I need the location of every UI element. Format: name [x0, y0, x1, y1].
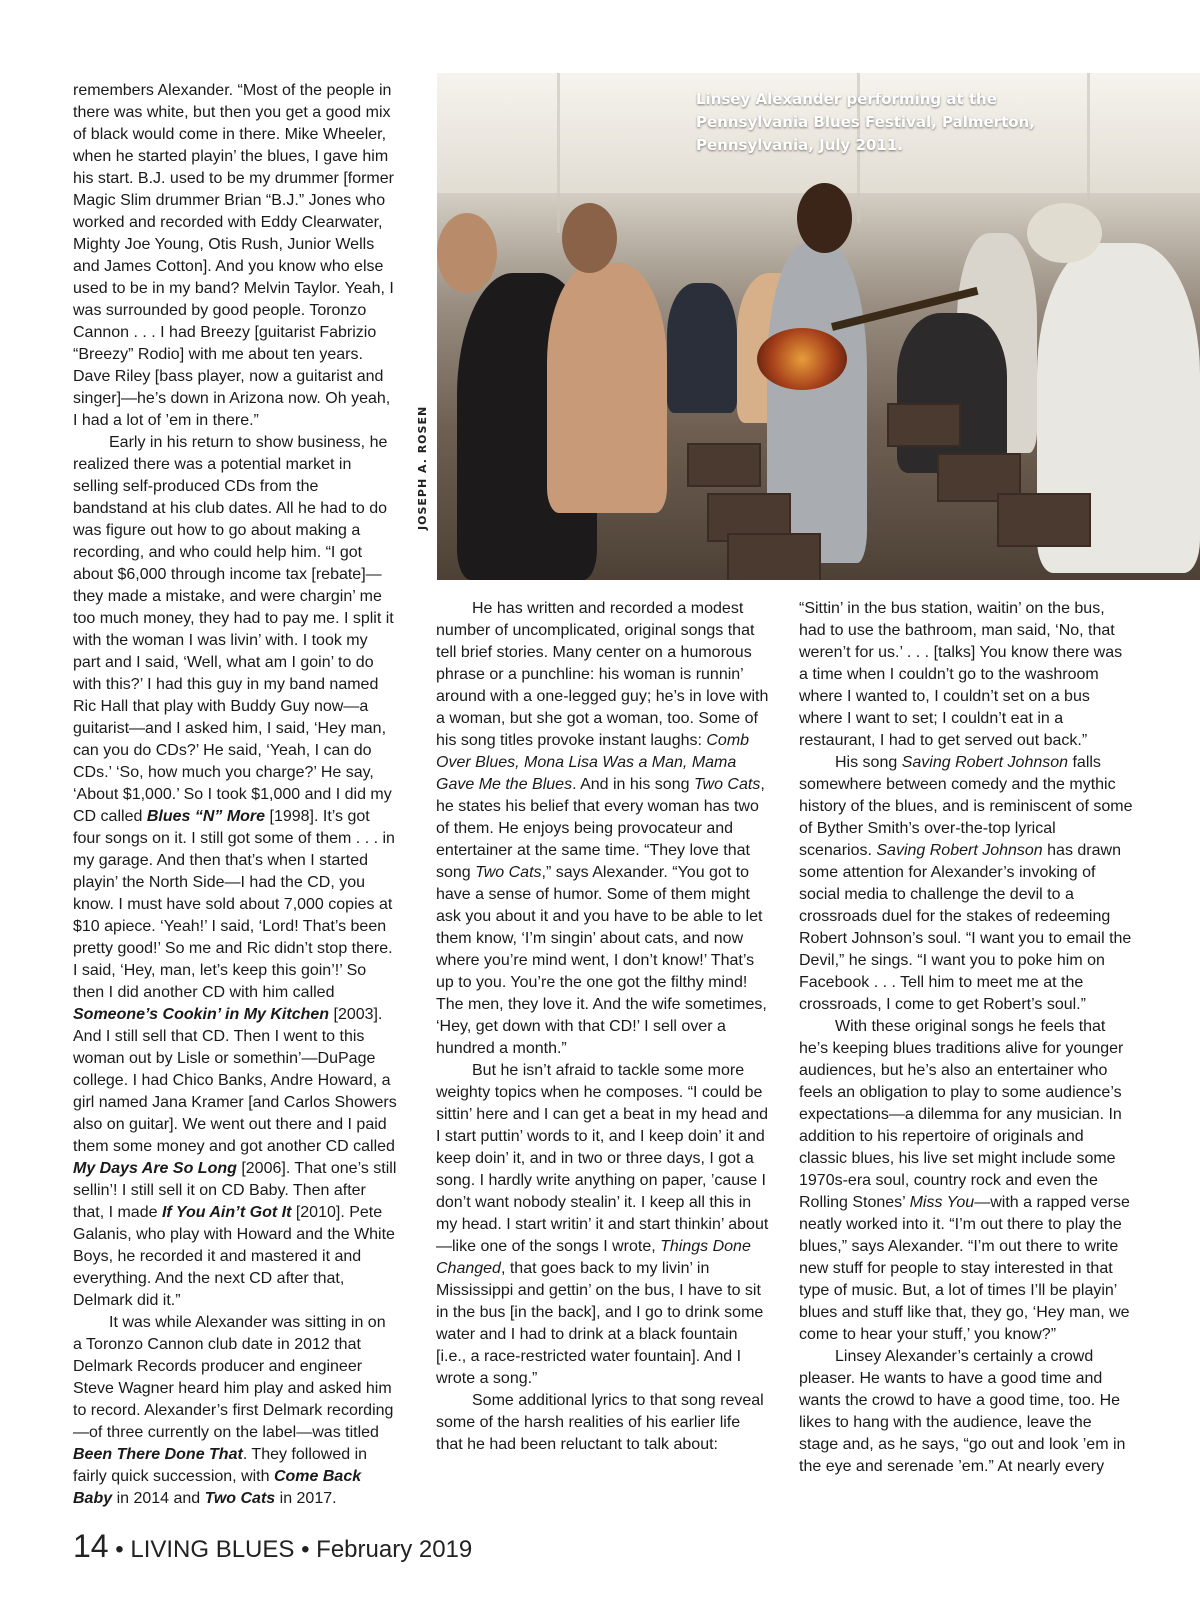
song-title: Two Cats [693, 776, 761, 793]
song-title: Things Done Changed [436, 1238, 751, 1277]
page-footer [73, 1528, 472, 1565]
song-title: Saving Robert Johnson [901, 754, 1069, 771]
paragraph: He has written and recorded a modest number of uncomplicated, original songs that tell brief stories. Many center on a humorous phrase or a punchline: his woman is runnin’ around with a one-legged guy; he’s in love with a woman, but she got a woman, too. Some of his song titles provoke instant laughs: Comb Over Blues, Mona Lisa Was a Man, Mama Gave Me the Blues. And in his song Two Cats, he states his belief that every woman has two of them. He enjoys being provocateur and entertainer at the same time. “They love that song Two Cats,” says Alexander. “You got to have a sense of humor. Some of them might ask you about it and you have to be able to let them know, ‘I’m singin’ about cats, and now where you’re mind went, I don’t know!’ That’s up to you. You’re the one got the filthy mind! The men, they love it. And the wife sometimes, ‘Hey, get down with that CD!’ I sell over a hundred a month.” [436, 600, 769, 1057]
album-title: Someone’s Cookin’ in My Kitchen [73, 1006, 330, 1023]
separator: • [301, 1536, 310, 1563]
album-title: My Days Are So Long [73, 1160, 237, 1177]
song-title: Comb Over Blues, Mona Lisa Was a Man, Mama Gave Me the Blues [436, 732, 750, 793]
issue-date: February 2019 [316, 1536, 473, 1563]
festival-photo [437, 73, 1200, 580]
paragraph: His song Saving Robert Johnson falls somewhere between comedy and the mythic history of the blues, and is reminiscent of some of Byther Smith’s over-the-top lyrical scenarios. Saving Robert Johnson has drawn some attention for Alexander’s invoking of social media to challenge the devil to a crossroads duel for the stakes of redeeming Robert Johnson’s soul. “I want you to email the Devil,” he sings. “I want you to poke him on Facebook . . . Tell him to meet me at the crossroads, I come to get Robert’s soul.” [799, 754, 1133, 1013]
article-column-1 [73, 80, 397, 1510]
paragraph: With these original songs he feels that he’s keeping blues traditions alive for younger audiences, but he’s also an entertainer who feels an obligation to play to some audience’s expectations—a dilemma for any musician. In addition to his repertoire of originals and classic blues, his live set might include some 1970s-era soul, country rock and even the Rolling Stones’ Miss You—with a rapped verse neatly worked into it. “I’m out there to play the blues,” says Alexander. “I’m out there to write new stuff for people to stay interested in that type of music. But, a lot of times I’ll be playin’ blues and stuff like that, they go, ‘Hey man, we come to hear your stuff,’ you know?” [799, 1018, 1130, 1343]
album-title: If You Ain’t Got It [161, 1204, 292, 1221]
song-title: Two Cats [475, 864, 542, 881]
photo-caption: Linsey Alexander performing at the Pennsylvania Blues Festival, Palmerton, Pennsylvania, July 2011. [696, 90, 1035, 154]
album-title: Been There Done That [73, 1446, 243, 1463]
song-title: Miss You [909, 1194, 975, 1211]
page-number: 14 [73, 1528, 109, 1564]
guitar-illustration [757, 328, 847, 390]
paragraph: remembers Alexander. “Most of the people in there was white, but then you get a good mix of black would come in there. Mike Wheeler, when he started playin’ the blues, I gave him his start. B.J. used to be my drummer [former Magic Slim drummer Brian “B.J.” Jones who worked and recorded with Eddy Clearwater, Mighty Joe Young, Otis Rush, Junior Wells and James Cotton]. And you know who else used to be in my band? Melvin Taylor. Yeah, I was surrounded by good people. Toronzo Cannon . . . I had Breezy [guitarist Fabrizio “Breezy” Rodio] with me about ten years. Dave Riley [bass player, now a guitarist and singer]—he’s down in Arizona now. Oh yeah, I had a lot of ’em in there.” [73, 82, 394, 429]
song-title: Saving Robert Johnson [876, 842, 1043, 859]
paragraph: It was while Alexander was sitting in on a Toronzo Cannon club date in 2012 that Delmark Records producer and engineer Steve Wagner heard him play and asked him to record. Alexander’s first Delmark recording—of three currently on the label—was titled Been There Done That. They followed in fairly quick succession, with Come Back Baby in 2014 and Two Cats in 2017. [73, 1314, 394, 1507]
paragraph: Some additional lyrics to that song reveal some of the harsh realities of his earlier life that he had been reluctant to talk about: [436, 1392, 764, 1453]
paragraph: Linsey Alexander’s certainly a crowd pleaser. He wants to have a good time and wants the crowd to have a good time, too. He likes to hang with the audience, leave the stage and, as he says, “go out and look ’em in the eye and serenade ’em.” At nearly every [799, 1348, 1126, 1475]
album-title: Blues “N” More [146, 808, 266, 825]
album-title: Come Back Baby [73, 1468, 362, 1507]
photo-credit: JOSEPH A. ROSEN [416, 405, 429, 530]
paragraph: Early in his return to show business, he realized there was a potential market in selling self-produced CDs from the bandstand at his club dates. All he had to do was figure out how to go about making a recording, and who could help him. “I got about $6,000 through income tax [rebate]—they made a mistake, and were chargin’ me too much money, they had to pay me. I split it with the woman I was livin’ with. I took my part and I said, ‘Well, what am I goin’ to do with this?’ I had this guy in my band named Ric Hall that play with Buddy Guy now—a guitarist—and I asked him, I said, ‘Hey man, can you do CDs?’ He said, ‘Yeah, I can do CDs.’ ‘So, how much you charge?’ He say, ‘About $1,000.’ So I took $1,000 and I did my CD called Blues “N” More [1998]. It’s got four songs on it. I still got some of them . . . in my garage. And then that’s when I started playin’ the North Side—I had the CD, you know. I must have sold about 7,000 copies at $10 apiece. ‘Yeah!’ I said, ‘Lord! That’s been pretty good!’ So me and Ric didn’t stop there. I said, ‘Hey, man, let’s keep this goin’!’ So then I did another CD with him called Someone’s Cookin’ in My Kitchen [2003]. And I still sell that CD. Then I went to this woman out by Lisle or somethin’—DuPage college. I had Chico Banks, Andre Howard, a girl named Jana Kramer [and Carlos Showers also on guitar]. We went out there and I paid them some money and got another CD called My Days Are So Long [2006]. That one’s still sellin’! I still sell it on CD Baby. Then after that, I made If You Ain’t Got It [2010]. Pete Galanis, who play with Howard and the White Boys, he recorded it and mastered it and everything. And the next CD after that, Delmark did it.” [73, 434, 397, 1309]
separator: • [115, 1536, 124, 1563]
article-column-3 [799, 598, 1133, 1478]
paragraph: “Sittin’ in the bus station, waitin’ on the bus, had to use the bathroom, man said, ‘No, that weren’t for us.’ . . . [talks] You know there was a time when I couldn’t go to the washroom where I wanted to, I couldn’t set on a bus where I want to set; I couldn’t eat in a restaurant, I had to get served out back.” [799, 600, 1123, 749]
album-title: Two Cats [204, 1490, 276, 1507]
article-column-2 [436, 598, 770, 1456]
paragraph: But he isn’t afraid to tackle some more weighty topics when he composes. “I could be sittin’ here and I can get a beat in my head and I start puttin’ words to it, and I keep doin’ it and keep doin’ it, and in two or three days, I got a song. I hardly write anything on paper, ’cause I don’t want nobody stealin’ it. I keep all this in my head. I start writin’ it and start thinkin’ about—like one of the songs I wrote, Things Done Changed, that goes back to my livin’ in Mississippi and gettin’ on the bus, I have to sit in the bus [in the back], and I go to drink some water and I had to drink at a black fountain [i.e., a race-restricted water fountain]. And I wrote a song.” [436, 1062, 769, 1387]
magazine-name: LIVING BLUES [130, 1536, 295, 1563]
